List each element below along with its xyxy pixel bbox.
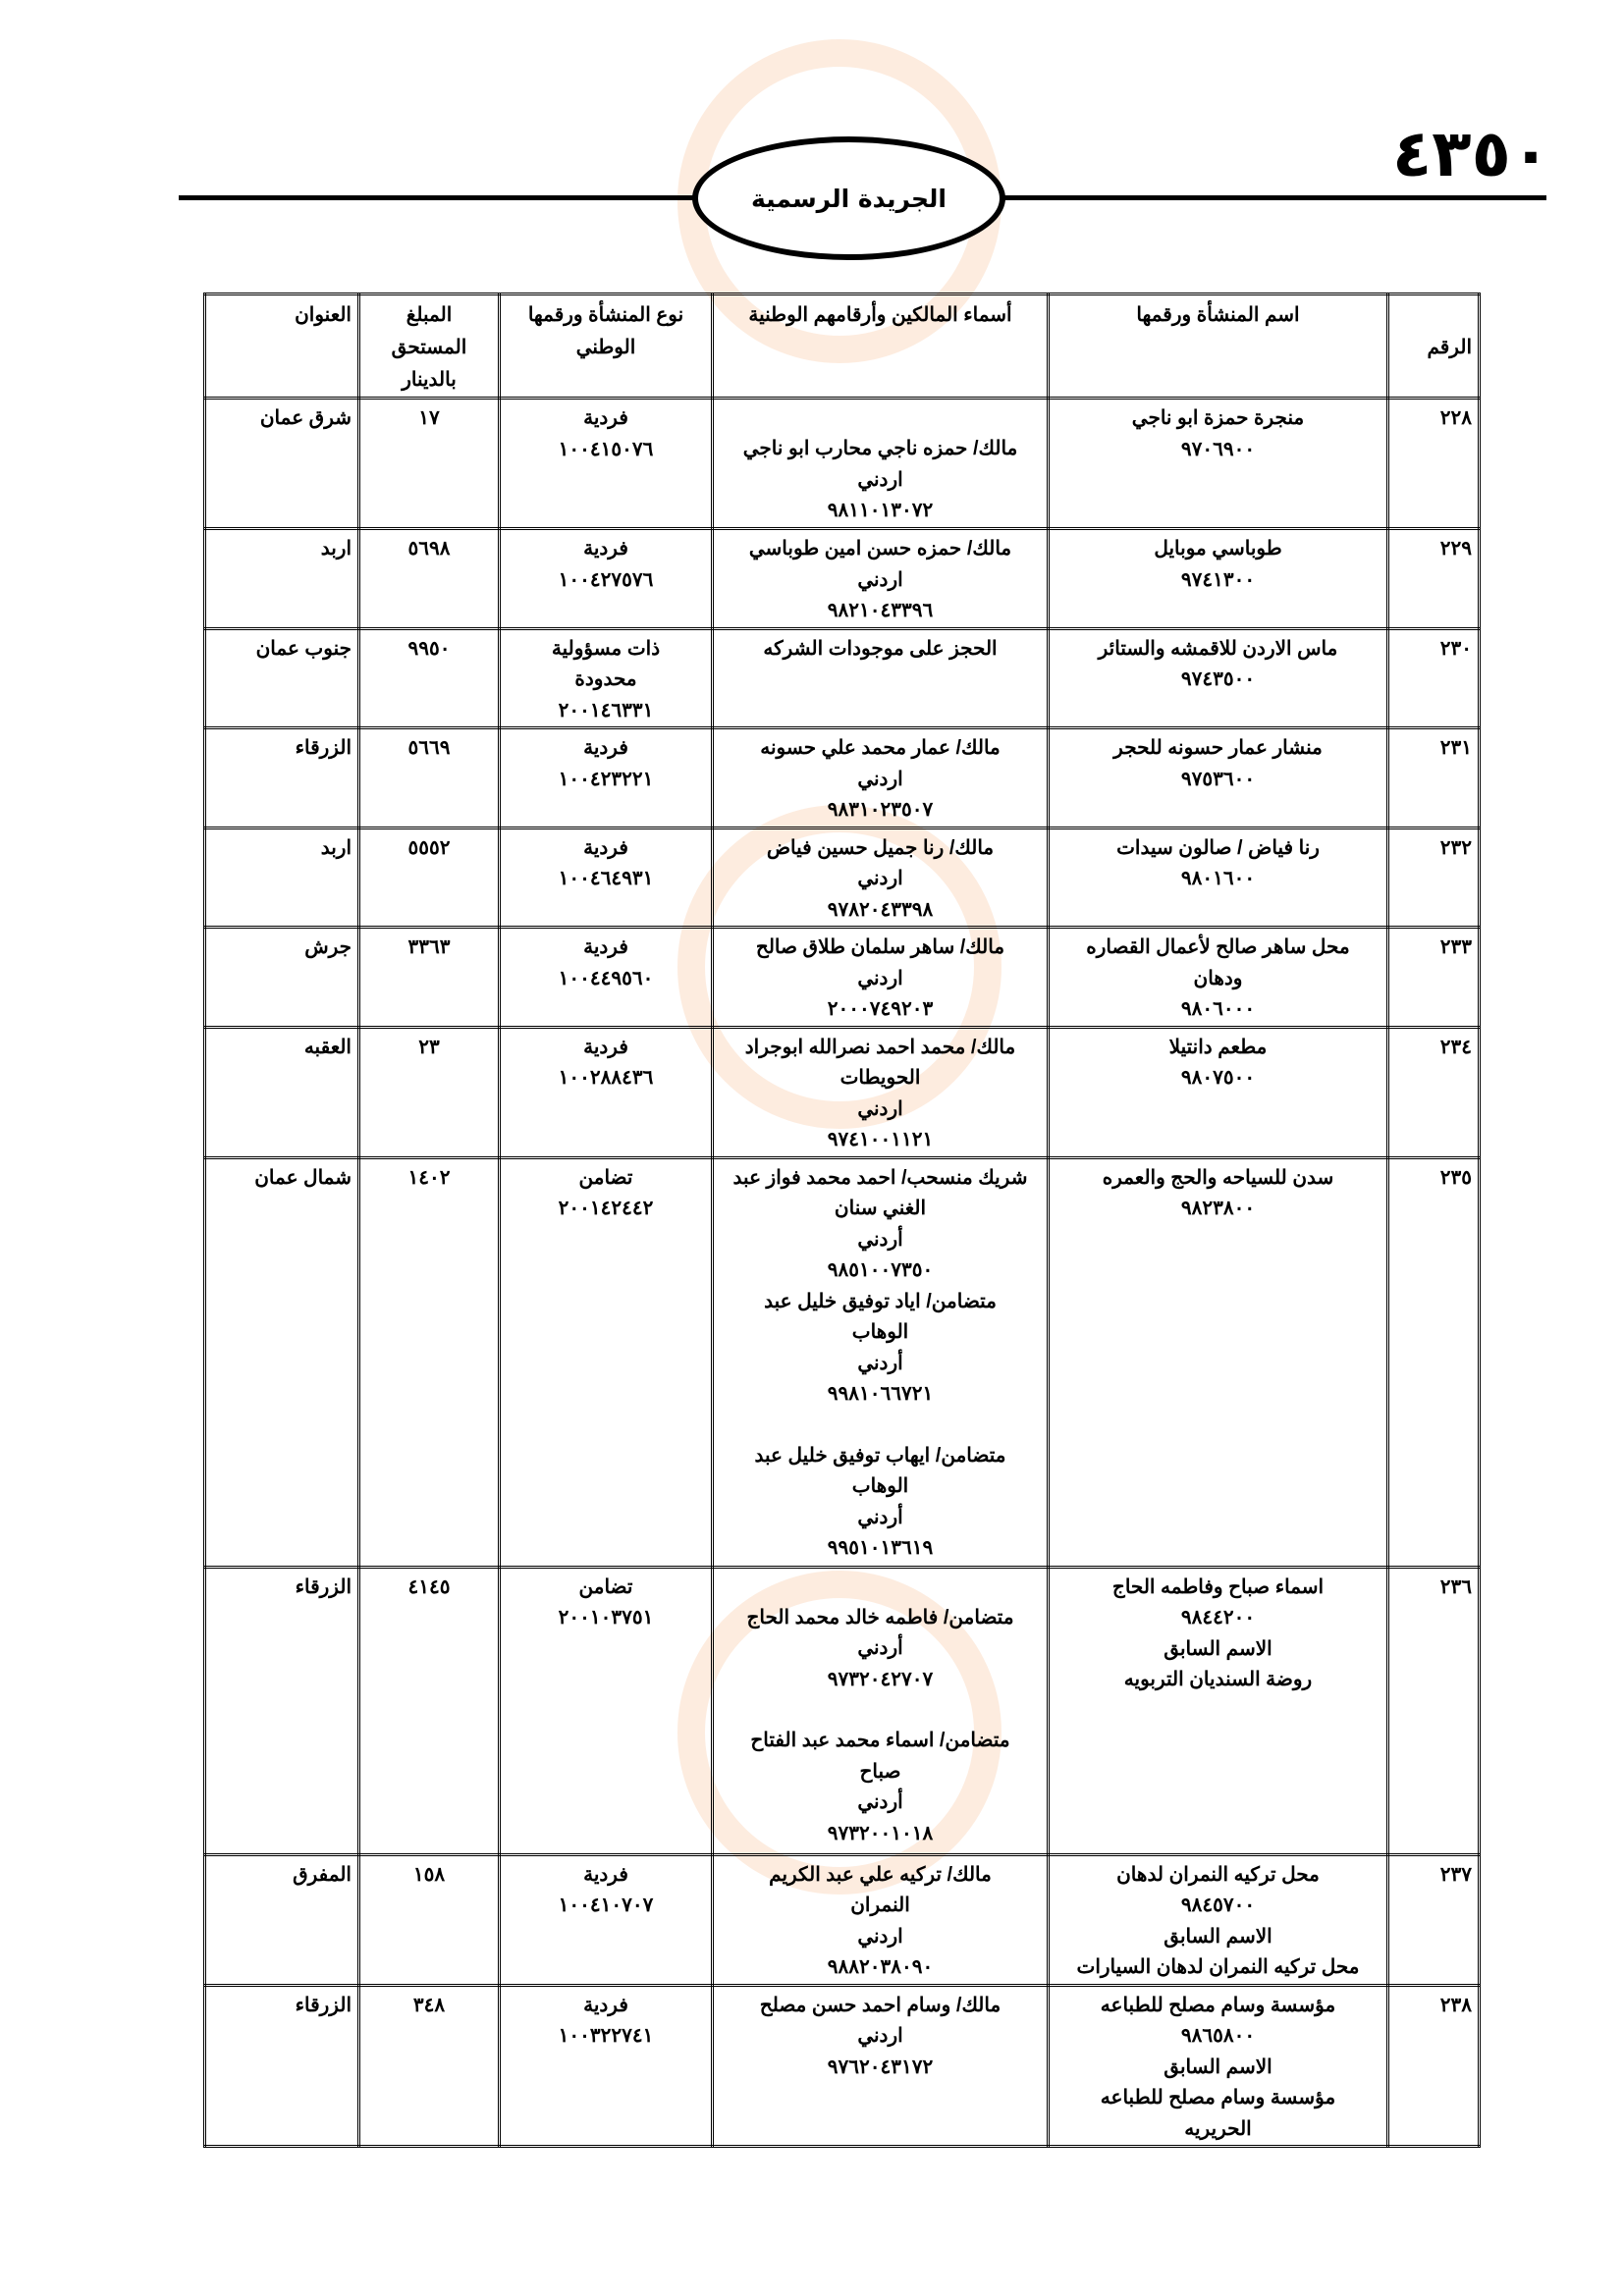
establishment-name bbox=[1049, 1854, 1388, 1985]
header-label: المبلغ bbox=[406, 304, 453, 326]
establishment-type-line: فردية bbox=[583, 1863, 628, 1886]
establishment-name-line: ٩٨٢٣٨٠٠ bbox=[1180, 1198, 1256, 1219]
owners-cell-line: متضامن/ اسماء محمد عبد الفتاح bbox=[750, 1730, 1010, 1751]
journal-title: الجريدة الرسمية bbox=[692, 136, 1005, 260]
establishment-name-line: اسماء صباح وفاطمه الحاج bbox=[1111, 1575, 1325, 1598]
owners-cell-line: اردني bbox=[857, 568, 903, 591]
establishment-name-line: الاسم السابق bbox=[1164, 2056, 1272, 2078]
amount-due: ٢٣ bbox=[359, 1027, 500, 1157]
owners-cell-line: الوهاب bbox=[851, 1475, 909, 1497]
owners-cell bbox=[713, 399, 1049, 529]
owners-cell-line: مالك/ عمار محمد علي حسونه bbox=[760, 737, 1001, 759]
owners-cell-line: مالك/ حمزه حسن امين طوباسي bbox=[748, 538, 1012, 560]
amount-due: ١٧ bbox=[359, 399, 500, 529]
establishment-name-line: ٩٨٤٤٢٠٠ bbox=[1180, 1607, 1256, 1629]
owners-cell-line: ٢٠٠٠٧٤٩٢٠٣ bbox=[827, 998, 934, 1020]
owners-cell-line: ٩٨٥١٠٠٧٣٥٠ bbox=[827, 1259, 934, 1281]
owners-cell-line: مالك/ رنا جميل حسين فياض bbox=[766, 836, 995, 859]
address: جنوب عمان bbox=[205, 628, 359, 728]
owners-cell bbox=[713, 828, 1049, 928]
establishment-name-line: محل ساهر صالح لأعمال القصاره bbox=[1086, 936, 1350, 958]
establishment-type bbox=[500, 628, 713, 728]
owners-cell-line bbox=[720, 1573, 1041, 1603]
establishment-name-line: منشار عمار حسونه للحجر bbox=[1113, 737, 1323, 759]
owners-cell bbox=[713, 1854, 1049, 1985]
establishment-type-line: ١٠٠٤٢٧٥٧٦ bbox=[558, 568, 654, 591]
establishment-type-line: ذات مسؤولية bbox=[551, 637, 661, 660]
amount-due: ٣٤٨ bbox=[359, 1985, 500, 2147]
establishment-name-line: ٩٨٠٦٠٠٠ bbox=[1180, 998, 1256, 1020]
owners-cell-line: ٩٧٣٢٠٤٢٧٠٧ bbox=[827, 1668, 934, 1690]
address: شرق عمان bbox=[205, 399, 359, 529]
owners-cell-line: أردني bbox=[857, 1791, 903, 1813]
establishment-type bbox=[500, 1985, 713, 2147]
owners-cell-line: ٩٨١١٠١٣٠٧٢ bbox=[827, 500, 934, 521]
row-number: ٢٣٨ bbox=[1388, 1985, 1480, 2147]
table-row bbox=[205, 928, 1480, 1028]
establishment-name bbox=[1049, 399, 1388, 529]
amount-due: ١٥٨ bbox=[359, 1854, 500, 1985]
address: المفرق bbox=[205, 1854, 359, 1985]
establishment-name-line: مؤسسة وسام مصلح للطباعه bbox=[1100, 2087, 1336, 2109]
establishment-type-line: ١٠٠٤٢٣٢٢١ bbox=[558, 768, 654, 790]
amount-due: ١٤٠٢ bbox=[359, 1157, 500, 1567]
owners-cell-line: ٩٨٢١٠٤٣٣٩٦ bbox=[827, 600, 934, 621]
establishment-type-line: ١٠٠٤٦٤٩٣١ bbox=[558, 868, 654, 889]
table-row bbox=[205, 1567, 1480, 1854]
establishment-name bbox=[1049, 728, 1388, 828]
owners-cell-line: شريك منسحب/ احمد محمد فواز عبد bbox=[732, 1166, 1028, 1189]
establishment-type-line: تضامن bbox=[578, 1166, 633, 1189]
address: اربد bbox=[205, 529, 359, 629]
row-number: ٢٣٦ bbox=[1388, 1567, 1480, 1854]
owners-cell-line: أردني bbox=[857, 1506, 903, 1528]
establishment-name bbox=[1049, 828, 1388, 928]
address: الزرقاء bbox=[205, 1985, 359, 2147]
establishment-type bbox=[500, 1157, 713, 1567]
establishment-type-line: فردية bbox=[583, 737, 628, 759]
owners-cell-line: ٩٧٤١٠٠١١٢١ bbox=[827, 1129, 934, 1150]
owners-cell-line: اردني bbox=[857, 468, 903, 491]
establishment-type-line: فردية bbox=[583, 1036, 628, 1058]
establishment-type-line: ١٠٠٢٨٨٤٣٦ bbox=[558, 1067, 654, 1089]
establishment-type bbox=[500, 529, 713, 629]
establishment-type-line: ١٠٠٣٢٢٧٤١ bbox=[558, 2025, 654, 2047]
establishment-name-line: ٩٧٤١٣٠٠ bbox=[1180, 568, 1256, 591]
establishment-type-line: محدودة bbox=[574, 668, 637, 690]
establishment-name-line: رنا فياض / صالون سيدات bbox=[1116, 836, 1320, 859]
page-number: ٤٣٥٠ bbox=[1392, 116, 1551, 191]
table-row bbox=[205, 1027, 1480, 1157]
establishment-type-line: فردية bbox=[583, 1994, 628, 2016]
owners-cell-line: ٩٩٥١٠١٣٦١٩ bbox=[827, 1537, 934, 1559]
table-row bbox=[205, 728, 1480, 828]
amount-due: ٥٦٩٨ bbox=[359, 529, 500, 629]
owners-cell-line: صباح bbox=[859, 1760, 901, 1783]
establishment-type-line: ١٠٠٤٤٩٥٦٠ bbox=[558, 967, 654, 989]
row-number: ٢٣٠ bbox=[1388, 628, 1480, 728]
owners-cell-line: اردني bbox=[857, 1097, 903, 1120]
header-label: العنوان bbox=[295, 304, 352, 326]
header-type bbox=[500, 294, 713, 399]
owners-cell bbox=[713, 1985, 1049, 2147]
establishment-name-line: ٩٧٠٦٩٠٠ bbox=[1180, 438, 1256, 460]
establishment-name-line: مطعم دانتيلا bbox=[1168, 1036, 1268, 1058]
establishment-name bbox=[1049, 1157, 1388, 1567]
owners-cell bbox=[713, 1567, 1049, 1854]
owners-cell-line: مالك/ وسام احمد حسن مصلح bbox=[759, 1994, 1001, 2016]
address: جرش bbox=[205, 928, 359, 1028]
header-number bbox=[1388, 294, 1480, 399]
header-label: الرقم bbox=[1427, 337, 1472, 358]
establishment-name-line: ماس الاردن للاقمشه والستائر bbox=[1098, 637, 1338, 660]
row-number: ٢٣٥ bbox=[1388, 1157, 1480, 1567]
row-number: ٢٢٩ bbox=[1388, 529, 1480, 629]
owners-cell-line: ٩٨٨٢٠٣٨٠٩٠ bbox=[827, 1956, 934, 1978]
header-label: المستحق bbox=[391, 337, 467, 358]
owners-cell-line: الحويطات bbox=[839, 1067, 921, 1089]
owners-cell-line: ٩٧٨٢٠٤٣٣٩٨ bbox=[827, 898, 934, 921]
owners-cell bbox=[713, 728, 1049, 828]
establishment-type-line: فردية bbox=[583, 538, 628, 560]
establishment-type-line: ٢٠٠١٤٢٤٤٢ bbox=[558, 1198, 654, 1219]
establishment-name-line: محل تركيه النمران لدهان bbox=[1116, 1863, 1320, 1886]
establishment-name-line: روضة السنديان التربويه bbox=[1123, 1669, 1313, 1690]
owners-cell-line: ٩٩٨١٠٦٦٧٢١ bbox=[827, 1383, 934, 1405]
owners-cell-line: أردني bbox=[857, 1352, 903, 1374]
establishment-name-line: الاسم السابق bbox=[1164, 1925, 1272, 1948]
establishment-type-line: ٢٠٠١٠٣٧٥١ bbox=[558, 1607, 654, 1629]
header-label: نوع المنشأة ورقمها bbox=[527, 304, 684, 326]
establishment-name-line: ٩٧٥٣٦٠٠ bbox=[1180, 768, 1256, 790]
establishment-name-line: ٩٧٤٣٥٠٠ bbox=[1180, 668, 1256, 690]
establishment-type-line: فردية bbox=[583, 836, 628, 859]
establishment-name-line: محل تركيه النمران لدهان السيارات bbox=[1076, 1956, 1360, 1978]
amount-due: ٤١٤٥ bbox=[359, 1567, 500, 1854]
owners-cell-line: مالك/ محمد احمد نصرالله ابوجراد bbox=[744, 1036, 1016, 1058]
amount-due: ٩٩٥٠ bbox=[359, 628, 500, 728]
owners-cell-line: اردني bbox=[857, 768, 903, 790]
owners-cell-line: مالك/ ساهر سلمان طلاق صالح bbox=[755, 936, 1005, 958]
establishment-name bbox=[1049, 928, 1388, 1028]
establishment-type bbox=[500, 828, 713, 928]
establishment-type-line: ١٠٠٤١٠٧٠٧ bbox=[558, 1895, 654, 1916]
owners-cell-line: اردني bbox=[857, 2025, 903, 2047]
header-establishment-name bbox=[1049, 294, 1388, 399]
owners-cell-line bbox=[720, 403, 1041, 434]
table-row bbox=[205, 1157, 1480, 1567]
owners-cell-line: مالك/ تركيه علي عبد الكريم bbox=[769, 1863, 992, 1886]
address: الزرقاء bbox=[205, 1567, 359, 1854]
row-number: ٢٢٨ bbox=[1388, 399, 1480, 529]
establishment-name bbox=[1049, 1027, 1388, 1157]
establishment-name-line: سدن للسياحه والحج والعمره bbox=[1102, 1166, 1334, 1189]
owners-cell-line: متضامن/ ايهاب توفيق خليل عبد bbox=[754, 1444, 1006, 1467]
establishment-name bbox=[1049, 628, 1388, 728]
header-label: الوطني bbox=[575, 337, 636, 358]
establishment-name-line: ٩٨٦٥٨٠٠ bbox=[1180, 2025, 1256, 2047]
address: شمال عمان bbox=[205, 1157, 359, 1567]
owners-cell-line bbox=[720, 1411, 1041, 1441]
row-number: ٢٣٣ bbox=[1388, 928, 1480, 1028]
table-row bbox=[205, 1985, 1480, 2147]
owners-cell-line: متضامن/ اياد توفيق خليل عبد bbox=[764, 1290, 997, 1312]
establishment-type bbox=[500, 399, 713, 529]
establishment-name-line: ودهان bbox=[1193, 967, 1243, 989]
establishment-type bbox=[500, 928, 713, 1028]
row-number: ٢٣٤ bbox=[1388, 1027, 1480, 1157]
establishment-name-line: مؤسسة وسام مصلح للطباعه bbox=[1100, 1994, 1336, 2016]
owners-cell-line: أردني bbox=[857, 1228, 903, 1251]
establishment-name-line: ٩٨٠٧٥٠٠ bbox=[1180, 1067, 1256, 1089]
header-label: أسماء المالكين وأرقامهم الوطنية bbox=[748, 304, 1012, 326]
establishment-name bbox=[1049, 529, 1388, 629]
header-label: اسم المنشأة ورقمها bbox=[1136, 304, 1300, 326]
amount-due: ٥٦٦٩ bbox=[359, 728, 500, 828]
owners-cell-line: الحجز على موجودات الشركه bbox=[763, 637, 998, 660]
owners-cell-line: اردني bbox=[857, 967, 903, 989]
establishment-name-line: الحريريه bbox=[1184, 2117, 1252, 2140]
establishment-name bbox=[1049, 1985, 1388, 2147]
owners-cell-line: الغني سنان bbox=[834, 1198, 927, 1219]
header-amount bbox=[359, 294, 500, 399]
establishment-type-line: فردية bbox=[583, 407, 628, 429]
header-label: بالدينار bbox=[402, 369, 457, 391]
owners-cell-line: ٩٨٣١٠٢٣٥٠٧ bbox=[827, 799, 934, 821]
establishment-type bbox=[500, 1854, 713, 1985]
owners-cell-line: أردني bbox=[857, 1637, 903, 1659]
address: اربد bbox=[205, 828, 359, 928]
establishment-name-line: طوباسي موبايل bbox=[1154, 538, 1282, 560]
owners-cell-line: الوهاب bbox=[851, 1321, 909, 1343]
address: العقبه bbox=[205, 1027, 359, 1157]
owners-cell-line: النمران bbox=[850, 1895, 910, 1916]
establishment-name bbox=[1049, 1567, 1388, 1854]
address: الزرقاء bbox=[205, 728, 359, 828]
owners-cell bbox=[713, 628, 1049, 728]
establishment-type-line: ٢٠٠١٤٦٣٣١ bbox=[558, 699, 654, 721]
establishment-type bbox=[500, 728, 713, 828]
establishment-type-line: تضامن bbox=[578, 1575, 633, 1598]
owners-cell bbox=[713, 1027, 1049, 1157]
table-row bbox=[205, 529, 1480, 629]
header-address bbox=[205, 294, 359, 399]
establishment-type-line: ١٠٠٤١٥٠٧٦ bbox=[558, 438, 654, 460]
owners-cell-line: متضامن/ فاطمه خالد محمد الحاج bbox=[746, 1606, 1014, 1629]
owners-cell bbox=[713, 529, 1049, 629]
table-row bbox=[205, 828, 1480, 928]
owners-cell bbox=[713, 1157, 1049, 1567]
owners-cell-line: اردني bbox=[857, 868, 903, 889]
table-header-row bbox=[205, 294, 1480, 399]
establishment-type bbox=[500, 1567, 713, 1854]
establishment-name-line: منجرة حمزة ابو ناجي bbox=[1131, 407, 1305, 429]
row-number: ٢٣٢ bbox=[1388, 828, 1480, 928]
header-owners bbox=[713, 294, 1049, 399]
establishment-type bbox=[500, 1027, 713, 1157]
row-number: ٢٣٧ bbox=[1388, 1854, 1480, 1985]
amount-due: ٣٣٦٣ bbox=[359, 928, 500, 1028]
owners-cell-line: مالك/ حمزه ناجي محارب ابو ناجي bbox=[742, 438, 1018, 459]
row-number: ٢٣١ bbox=[1388, 728, 1480, 828]
table-row bbox=[205, 399, 1480, 529]
table-row bbox=[205, 628, 1480, 728]
owners-cell bbox=[713, 928, 1049, 1028]
establishment-name-line: ٩٨٤٥٧٠٠ bbox=[1180, 1895, 1256, 1916]
amount-due: ٥٥٥٢ bbox=[359, 828, 500, 928]
table-row bbox=[205, 1854, 1480, 1985]
owners-cell-line bbox=[720, 1695, 1041, 1726]
owners-cell-line: اردني bbox=[857, 1925, 903, 1948]
establishment-type-line: فردية bbox=[583, 936, 628, 958]
establishment-name-line: الاسم السابق bbox=[1164, 1637, 1272, 1660]
owners-cell-line: ٩٧٦٢٠٤٣١٧٢ bbox=[827, 2056, 934, 2078]
registry-table bbox=[203, 293, 1481, 2148]
establishment-name-line: ٩٨٠١٦٠٠ bbox=[1180, 868, 1256, 889]
owners-cell-line: ٩٧٣٢٠٠١٠١٨ bbox=[827, 1822, 934, 1844]
